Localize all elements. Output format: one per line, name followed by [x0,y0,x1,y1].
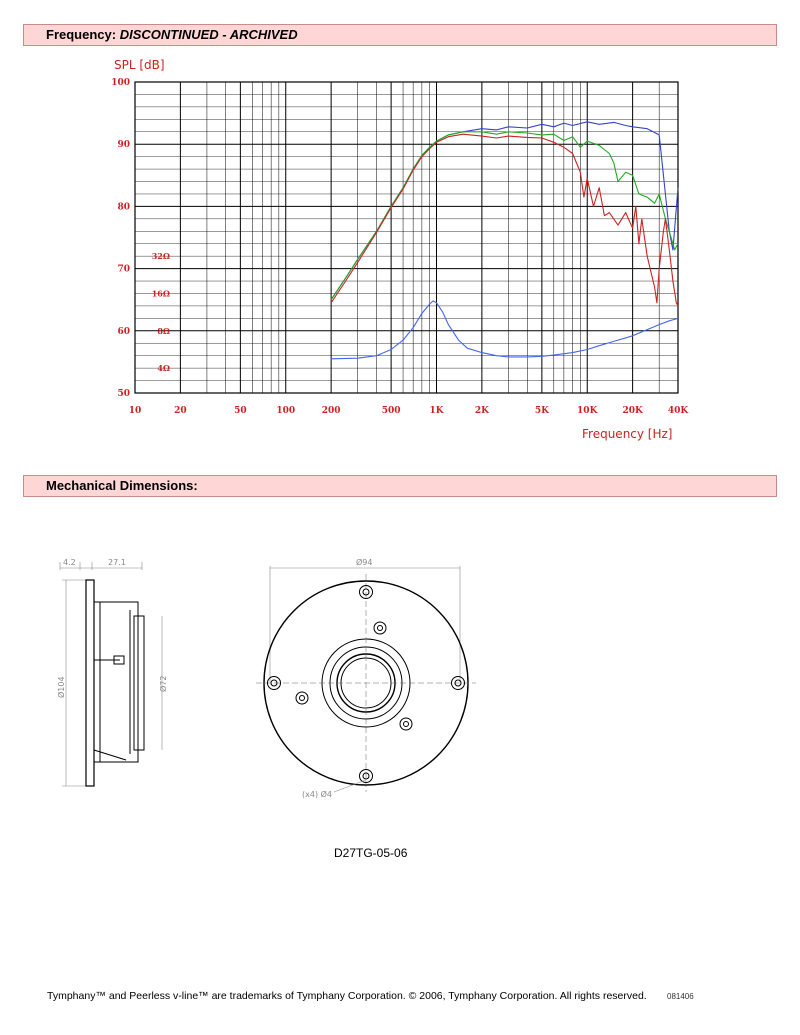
frequency-label: Frequency: [46,27,117,42]
x-tick-label: 10 [128,406,142,416]
footer-code: 081406 [667,992,694,1001]
x-tick-label: 2K [474,406,489,416]
series-line-3 [331,301,678,359]
side-view [56,558,168,786]
impedance-tick-label: 4Ω [157,363,170,374]
dim-104: Ø104 [57,676,66,698]
dim-94: Ø94 [356,558,373,567]
x-tick-label: 500 [381,406,401,416]
y-axis-title: SPL [dB] [114,58,165,72]
x-tick-label: 1K [429,406,444,416]
x-tick-label: 10K [577,406,598,416]
chart-labels [111,78,689,416]
y-tick-label: 100 [111,78,130,88]
y-tick-label: 50 [117,389,130,399]
x-axis-title: Frequency [Hz] [582,427,673,441]
impedance-tick-label: 8Ω [157,325,170,336]
chart-series [331,122,678,359]
footer-text: Tymphany™ and Peerless v-line™ are trademarks of Tymphany Corporation. © 2006, Tymphany Corporation. All rights reserved. [47,990,647,1002]
frequency-status: DISCONTINUED - ARCHIVED [119,27,298,42]
mechanical-drawing [30,550,500,810]
series-line-0 [331,122,678,300]
x-tick-label: 100 [276,406,296,416]
y-tick-label: 90 [117,140,130,151]
mechanical-label: Mechanical Dimensions: [46,478,198,493]
dim-holes: (x4) Ø4 [302,790,332,799]
model-number: D27TG-05-06 [334,846,408,860]
x-tick-label: 5K [534,406,549,416]
frequency-response-chart [100,50,710,450]
front-view [256,557,476,799]
y-tick-label: 60 [117,326,130,337]
frequency-section-bar [23,24,777,46]
impedance-tick-label: 32Ω [151,251,170,262]
x-tick-label: 50 [234,406,247,416]
series-line-1 [331,132,678,300]
impedance-tick-label: 16Ω [151,288,170,299]
dim-27-1: 27.1 [108,558,126,567]
x-tick-label: 20K [622,406,643,416]
x-tick-label: 20 [174,406,187,416]
mechanical-section-bar [23,475,777,497]
x-tick-label: 200 [321,406,341,416]
dim-4-2: 4.2 [63,558,76,567]
y-tick-label: 70 [117,264,130,275]
x-tick-label: 40K [667,406,689,416]
y-tick-label: 80 [117,202,130,213]
dim-72: Ø72 [159,675,168,692]
